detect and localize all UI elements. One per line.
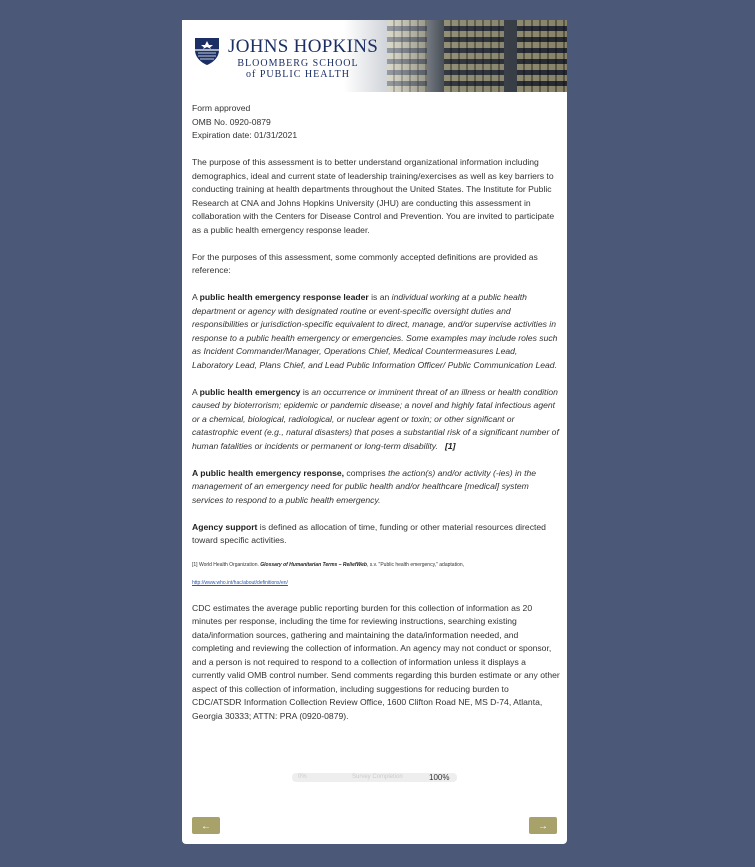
building-image bbox=[517, 20, 567, 92]
definitions-intro: For the purposes of this assessment, some commonly accepted definitions are provided as reference: bbox=[192, 251, 538, 275]
definition-text: individual working at a public health department or agency with designated routine or event-specific oversight duties and responsibilities or jurisdiction-specific equivalent to direct, manage, and/or supervise activities in response to a public health emergency or emergencies. Some examples may include roles such as Incident Commander/Manager, Operations Chief, Medical Countermeasures Lead, Laboratory Lead, Plans Chief, and Lead Public Information Officer/ Public Communication Lead. bbox=[192, 292, 558, 370]
logo-subtitle-line: BLOOMBERG SCHOOL bbox=[237, 58, 359, 69]
omb-line: Expiration date: 01/31/2021 bbox=[192, 130, 298, 140]
burden-statement: CDC estimates the average public reporting burden for this collection of information as 20 minutes per response, including the time for reviewing instructions, searching existing data/information sources, gathering and maintaining the data/information needed, and completing and reviewing the collection of information. An agency may not conduct or sponsor, and a person is not required to respond to a collection of information unless it displays a currently valid OMB control number. Send comments regarding this burden estimate or any other aspect of this collection of information, including suggestions for reducing burden to CDC/ATSDR Information Collection Review Office, 1600 Clifton Road NE, MS D-74, Atlanta, Georgia 30333; ATTN: PRA (0920-0879). bbox=[192, 602, 560, 721]
definition-term: public health emergency bbox=[199, 386, 301, 397]
header-banner bbox=[182, 20, 567, 92]
definition-text: an occurrence or imminent threat of an illness or health condition caused by bioterrorism; epidemic or pandemic disease; a novel and highly fatal infectious agent or a chemical, biological, radiological, or nuclear agent or toxin; or other significant or catastrophic event (e.g., natural disasters) that poses a substantial risk of a significant number of human fatalities or incidents or permanent or long-term disability. bbox=[192, 386, 559, 451]
footnote-prefix: [1] World Health Organization. bbox=[192, 562, 261, 568]
omb-notice bbox=[192, 102, 560, 143]
footnote-reference[interactable]: [1] bbox=[445, 440, 456, 451]
definition-prefix: A bbox=[192, 386, 200, 397]
omb-line: Form approved bbox=[192, 103, 251, 113]
definition-term: public health emergency response leader bbox=[199, 292, 369, 302]
footnote-suffix: , s.v. "Public health emergency," adaptation, bbox=[366, 562, 465, 568]
definition-emergency bbox=[192, 386, 560, 454]
next-button[interactable]: → bbox=[529, 817, 557, 834]
definition-text: is defined as allocation of time, funding or other material resources directed toward specific activities. bbox=[192, 521, 546, 545]
footnote-link[interactable]: http://www.who.int/hac/about/definitions/en/ bbox=[192, 580, 288, 586]
progress-caption: Survey Completion bbox=[352, 774, 403, 780]
definition-prefix: A bbox=[192, 292, 200, 302]
definition-agency-support bbox=[192, 521, 560, 548]
definition-text: the action(s) and/or activity (-ies) in the management of an emergency need for public health and/or healthcare [medical] system services to respond to a public health emergency. bbox=[192, 467, 537, 505]
intro-content bbox=[192, 102, 560, 737]
definition-connector: comprises bbox=[344, 467, 388, 478]
logo-subtitle-line: of PUBLIC HEALTH bbox=[246, 69, 350, 80]
footnote bbox=[192, 561, 560, 588]
survey-card bbox=[182, 20, 567, 844]
definition-connector: is an bbox=[368, 292, 392, 302]
omb-line: OMB No. 0920-0879 bbox=[192, 116, 271, 127]
footnote-title: Glossary of Humanitarian Terms – ReliefWeb bbox=[260, 562, 367, 568]
definition-term: Agency support bbox=[192, 521, 258, 532]
definition-emergency-response bbox=[192, 467, 560, 508]
logo-title: JOHNS HOPKINS bbox=[228, 36, 379, 57]
logo-subtitle bbox=[228, 58, 368, 80]
definition-connector: is bbox=[300, 386, 312, 397]
back-button[interactable]: ← bbox=[192, 817, 220, 834]
progress-end-label: 100% bbox=[429, 773, 450, 782]
university-shield-icon bbox=[194, 36, 220, 66]
progress-bar bbox=[292, 773, 457, 782]
building-image bbox=[444, 20, 504, 92]
definition-term: A public health emergency response, bbox=[192, 467, 345, 478]
building-image bbox=[387, 20, 427, 92]
purpose-paragraph: The purpose of this assessment is to better understand organizational information including demographics, ideal and current state of leadership training/exercises as well as key barriers to conducting training at health departments throughout the United States. The Institute for Public Research at CNA and Johns Hopkins University (JHU) are conducting this assessment in collaboration with the Centers for Disease Control and Prevention. You are invited to participate as a public health emergency response leader. bbox=[192, 157, 555, 235]
definition-response-leader bbox=[192, 291, 560, 372]
progress-start-label: 0% bbox=[298, 774, 307, 780]
